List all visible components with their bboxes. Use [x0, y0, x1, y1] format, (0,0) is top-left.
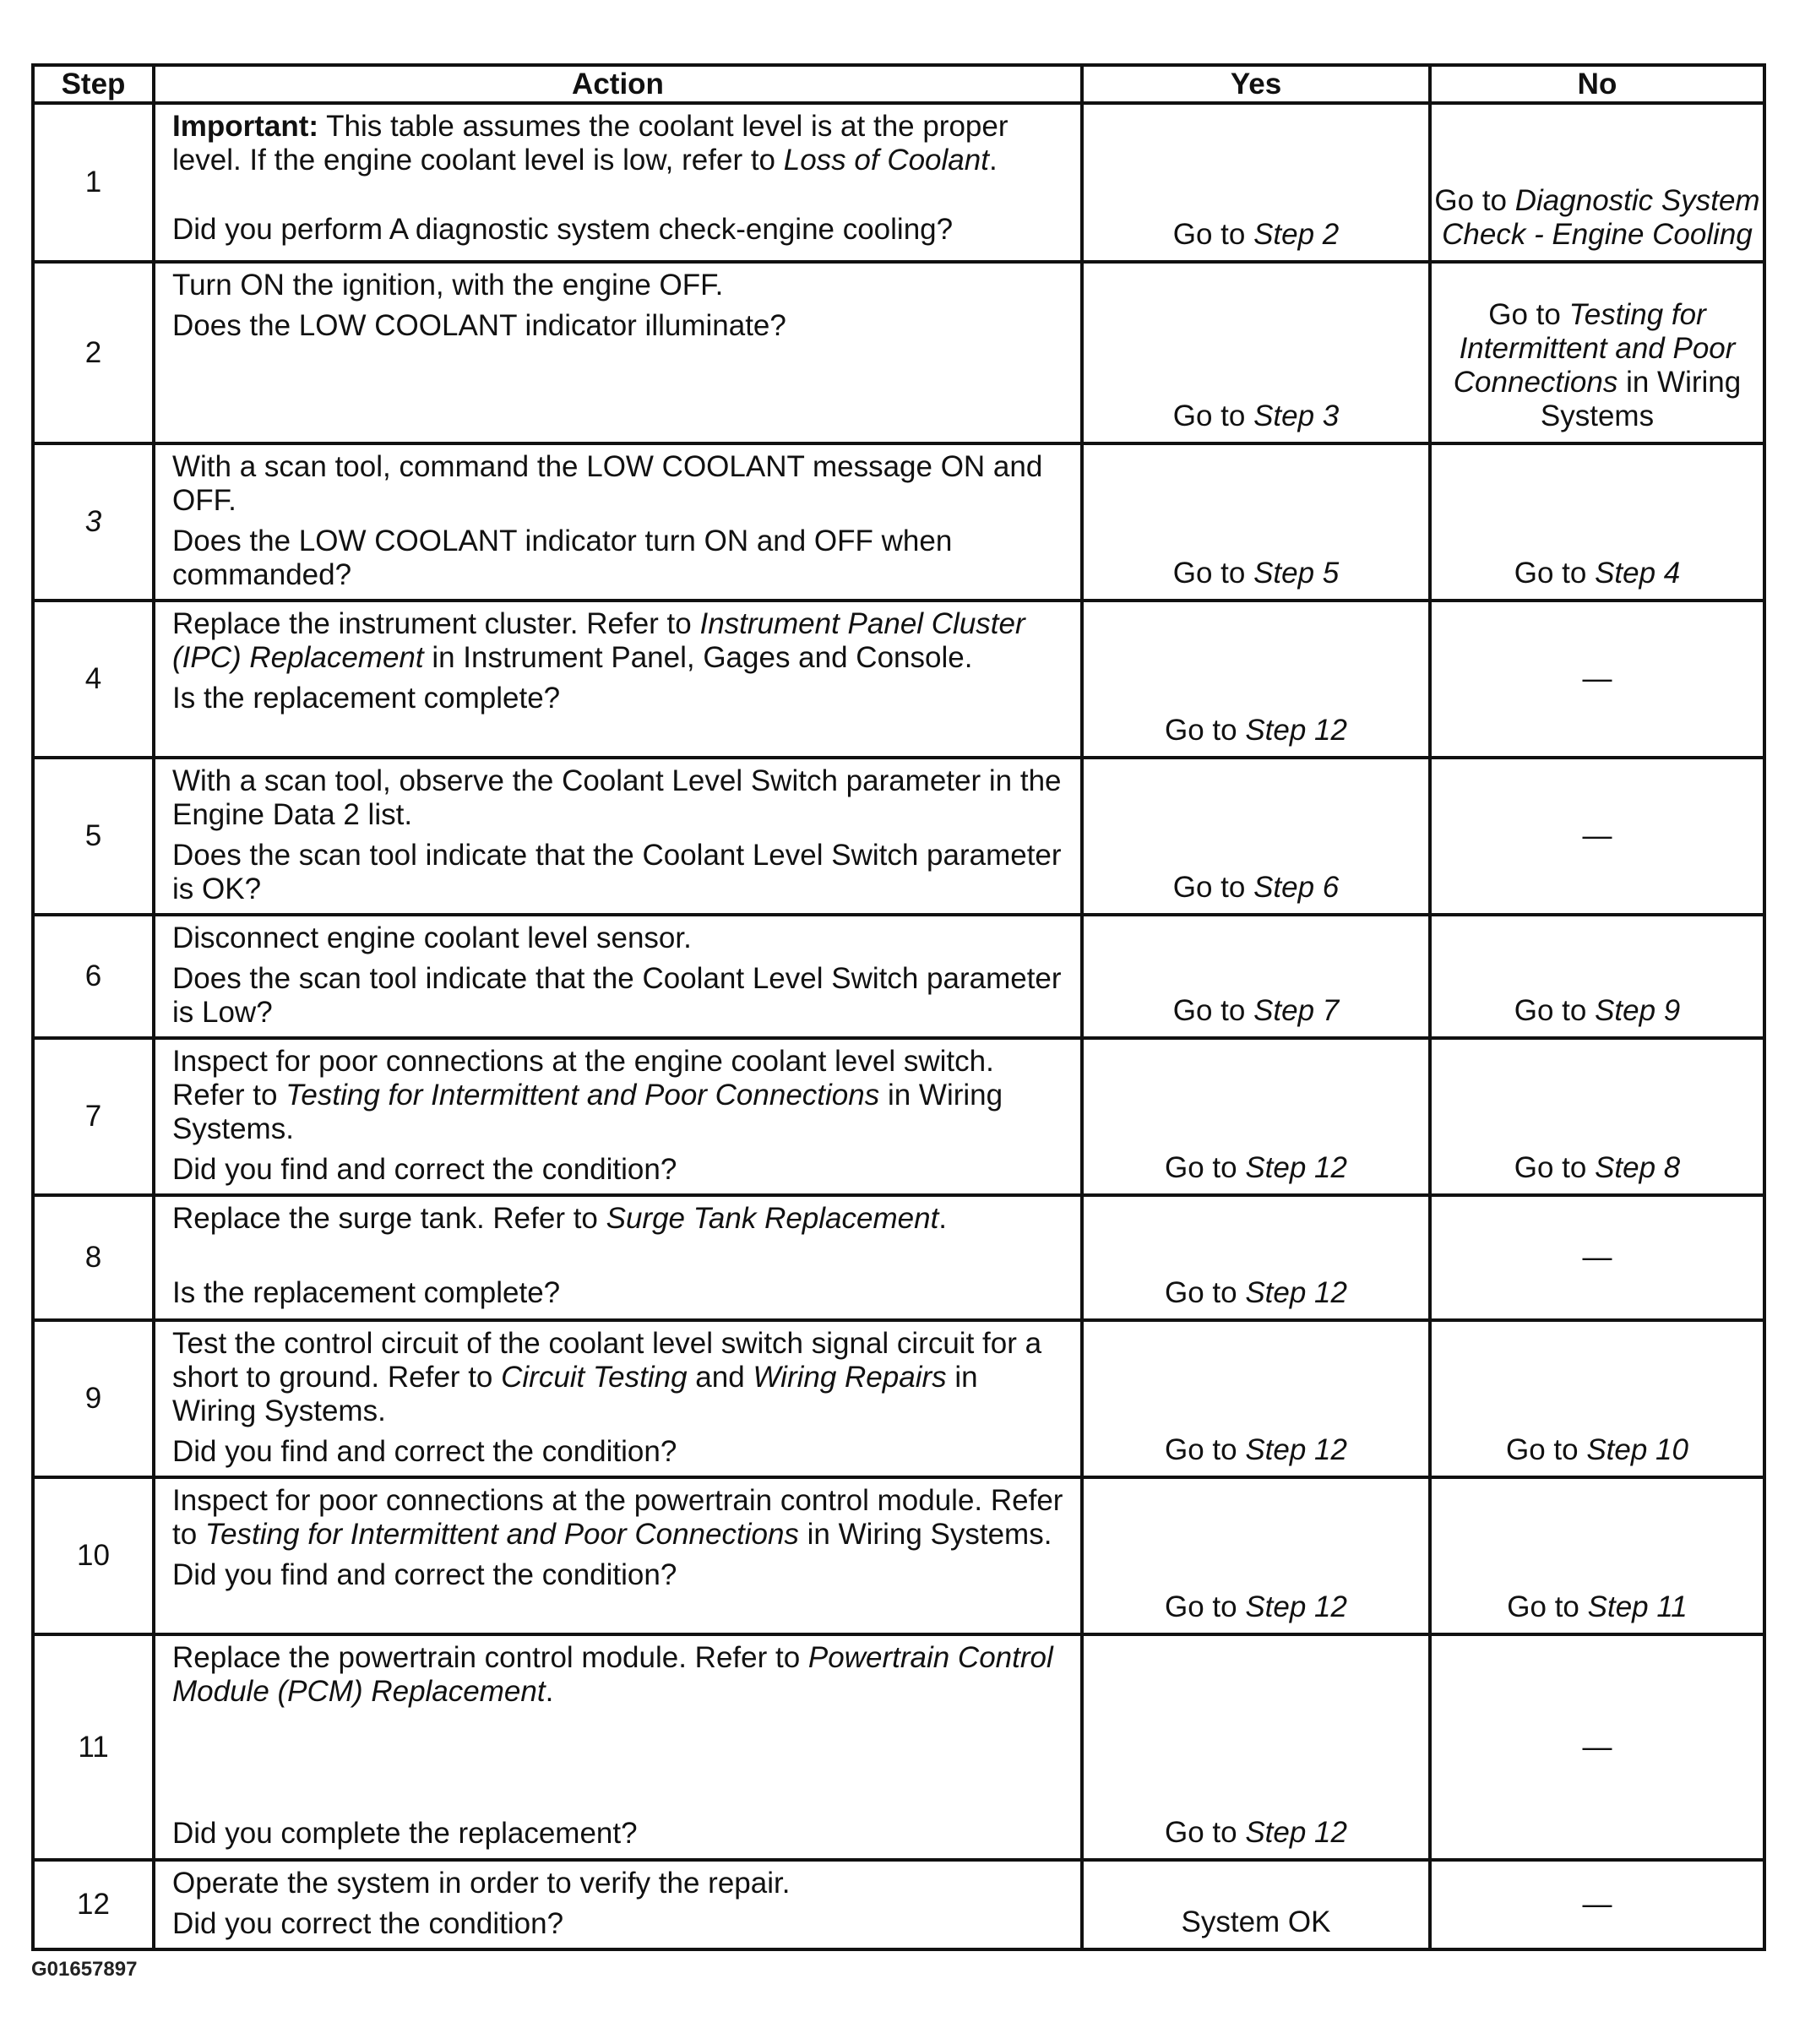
action-instruction: With a scan tool, observe the Coolant Level Switch parameter in the Engine Data 2 list.: [172, 764, 1062, 831]
action-instruction-end: in Wiring Systems.: [172, 1361, 978, 1427]
action-cell: [154, 1320, 1082, 1477]
step-number: 10: [33, 1477, 154, 1634]
yes-cell: [1082, 758, 1430, 915]
table-row: [33, 1634, 1764, 1860]
step-number: 8: [33, 1195, 154, 1320]
action-cell: [154, 1195, 1082, 1320]
action-instruction: Inspect for poor connections at the powertrain control module. Refer to: [172, 1484, 1063, 1551]
column-header-action: Action: [154, 65, 1082, 103]
action-question: Does the LOW COOLANT indicator turn ON and OFF when commanded?: [172, 525, 953, 591]
action-cell: [154, 915, 1082, 1038]
column-header-yes: Yes: [1082, 65, 1430, 103]
action-question: Does the scan tool indicate that the Coolant Level Switch parameter is Low?: [172, 962, 1062, 1029]
no-prefix: Go to: [1514, 994, 1596, 1027]
yes-step-link: Step 12: [1245, 1276, 1347, 1309]
yes-result: System OK: [1181, 1905, 1331, 1938]
yes-prefix: Go to: [1165, 1590, 1246, 1623]
table-row: [33, 1195, 1764, 1320]
reference-link: Surge Tank Replacement: [606, 1202, 939, 1235]
yes-prefix: Go to: [1165, 1433, 1246, 1466]
action-instruction-end: in Instrument Panel, Gages and Console.: [423, 641, 973, 674]
no-step-link: Step 10: [1586, 1433, 1688, 1466]
no-prefix: Go to: [1488, 298, 1569, 331]
action-question: Did you find and correct the condition?: [172, 1435, 677, 1468]
table-row: [33, 103, 1764, 262]
action-instruction-end: .: [938, 1202, 948, 1235]
table-row: [33, 443, 1764, 601]
yes-prefix: Go to: [1165, 1816, 1246, 1849]
yes-step-link: Step 2: [1253, 218, 1340, 251]
yes-step-link: Step 12: [1245, 1816, 1347, 1849]
action-instruction: Test the control circuit of the coolant level switch signal circuit for a short to ground. Refer to: [172, 1327, 1042, 1394]
no-dash: —: [1582, 1730, 1612, 1764]
no-cell: [1430, 443, 1764, 601]
action-cell: [154, 601, 1082, 758]
figure-id: G01657897: [31, 1958, 138, 1981]
no-prefix: Go to: [1514, 557, 1596, 590]
action-question: Does the LOW COOLANT indicator illuminate?: [172, 309, 786, 342]
no-dash: —: [1582, 1888, 1612, 1921]
no-step-link: Step 4: [1595, 557, 1681, 590]
step-number: 6: [33, 915, 154, 1038]
action-question: Did you perform A diagnostic system check-engine cooling?: [172, 213, 954, 246]
table-row: [33, 1038, 1764, 1195]
action-question: Did you find and correct the condition?: [172, 1153, 677, 1186]
action-cell: [154, 758, 1082, 915]
action-cell: [154, 1634, 1082, 1860]
important-label: Important:: [172, 110, 319, 143]
no-prefix: Go to: [1507, 1590, 1588, 1623]
yes-cell: [1082, 1477, 1430, 1634]
no-cell: [1430, 1320, 1764, 1477]
yes-step-link: Step 12: [1245, 1590, 1347, 1623]
action-instruction: With a scan tool, command the LOW COOLANT message ON and OFF.: [172, 450, 1043, 517]
action-cell: [154, 443, 1082, 601]
action-instruction-end: .: [545, 1675, 554, 1708]
yes-prefix: Go to: [1165, 1151, 1246, 1184]
action-instruction: Turn ON the ignition, with the engine OFF.: [172, 269, 724, 302]
no-step-link: Step 8: [1595, 1151, 1681, 1184]
no-cell: [1430, 1860, 1764, 1949]
no-cell: [1430, 103, 1764, 262]
action-cell: [154, 1477, 1082, 1634]
reference-link: Circuit Testing: [501, 1361, 688, 1394]
no-prefix: Go to: [1506, 1433, 1587, 1466]
column-header-no: No: [1430, 65, 1764, 103]
yes-cell: [1082, 1860, 1430, 1949]
action-instruction: Replace the powertrain control module. Refer to: [172, 1641, 808, 1674]
no-dash: —: [1582, 1241, 1612, 1274]
yes-prefix: Go to: [1165, 714, 1246, 747]
step-number: 11: [33, 1634, 154, 1860]
reference-link: Instrument Panel Cluster (IPC) Replacement: [172, 607, 1025, 674]
action-instruction-end: in Wiring Systems.: [798, 1518, 1052, 1551]
column-header-step: Step: [33, 65, 154, 103]
action-instruction-end: in Wiring Systems.: [172, 1079, 1003, 1145]
yes-prefix: Go to: [1172, 557, 1254, 590]
action-cell: [154, 103, 1082, 262]
action-instruction: Disconnect engine coolant level sensor.: [172, 921, 692, 954]
yes-step-link: Step 3: [1253, 400, 1340, 432]
no-step-link: Testing for Intermittent and Poor Connections: [1453, 298, 1736, 399]
action-question: Is the replacement complete?: [172, 682, 561, 715]
action-instruction-mid: and: [687, 1361, 753, 1394]
no-cell: [1430, 262, 1764, 443]
no-cell: [1430, 915, 1764, 1038]
reference-link: Loss of Coolant: [783, 144, 989, 177]
yes-step-link: Step 12: [1245, 714, 1347, 747]
step-number: 4: [33, 601, 154, 758]
table-row: [33, 915, 1764, 1038]
reference-link: Wiring Repairs: [753, 1361, 947, 1394]
yes-step-link: Step 7: [1253, 994, 1340, 1027]
table-row: [33, 601, 1764, 758]
no-cell: [1430, 1634, 1764, 1860]
table-row: [33, 758, 1764, 915]
yes-prefix: Go to: [1172, 994, 1254, 1027]
yes-step-link: Step 12: [1245, 1151, 1347, 1184]
no-dash: —: [1582, 662, 1612, 695]
step-number: 1: [33, 103, 154, 262]
action-instruction: Replace the instrument cluster. Refer to: [172, 607, 700, 640]
no-cell: [1430, 601, 1764, 758]
no-cell: [1430, 1195, 1764, 1320]
action-question: Did you find and correct the condition?: [172, 1558, 677, 1591]
action-instruction: Operate the system in order to verify the repair.: [172, 1867, 791, 1900]
action-question: Does the scan tool indicate that the Coolant Level Switch parameter is OK?: [172, 839, 1062, 905]
no-cell: [1430, 1038, 1764, 1195]
important-end: .: [988, 144, 998, 177]
table-header-row: [33, 65, 1764, 103]
yes-cell: [1082, 601, 1430, 758]
important-text: This table assumes the coolant level is at the proper level. If the engine coolant level is low, refer to: [172, 110, 1008, 177]
table-row: [33, 1320, 1764, 1477]
table-row: [33, 262, 1764, 443]
action-question: Did you correct the condition?: [172, 1907, 564, 1940]
reference-link: Testing for Intermittent and Poor Connections: [204, 1518, 799, 1551]
yes-cell: [1082, 443, 1430, 601]
yes-cell: [1082, 1634, 1430, 1860]
action-cell: [154, 1038, 1082, 1195]
table-row: [33, 1860, 1764, 1949]
yes-cell: [1082, 915, 1430, 1038]
yes-step-link: Step 6: [1253, 871, 1340, 904]
reference-link: Testing for Intermittent and Poor Connections: [285, 1079, 880, 1112]
no-prefix: Go to: [1434, 184, 1515, 217]
diagnostic-table: [31, 63, 1766, 1951]
no-step-link: Diagnostic System Check - Engine Cooling: [1442, 184, 1760, 251]
table-row: [33, 1477, 1764, 1634]
no-suffix: in Wiring Systems: [1540, 366, 1742, 432]
yes-cell: [1082, 1038, 1430, 1195]
yes-cell: [1082, 262, 1430, 443]
yes-step-link: Step 5: [1253, 557, 1340, 590]
no-cell: [1430, 1477, 1764, 1634]
step-number: 2: [33, 262, 154, 443]
no-dash: —: [1582, 819, 1612, 852]
step-number: 12: [33, 1860, 154, 1949]
yes-cell: [1082, 1195, 1430, 1320]
diagnostic-document: [31, 63, 1763, 1951]
reference-link: Powertrain Control Module (PCM) Replacement: [172, 1641, 1053, 1708]
no-step-link: Step 11: [1587, 1590, 1688, 1623]
step-number: 7: [33, 1038, 154, 1195]
no-prefix: Go to: [1514, 1151, 1596, 1184]
step-number: 5: [33, 758, 154, 915]
step-number: 3: [33, 443, 154, 601]
action-cell: [154, 262, 1082, 443]
yes-prefix: Go to: [1172, 871, 1254, 904]
yes-cell: [1082, 103, 1430, 262]
action-question: Is the replacement complete?: [172, 1276, 561, 1309]
step-number: 9: [33, 1320, 154, 1477]
action-instruction: Replace the surge tank. Refer to: [172, 1202, 606, 1235]
action-instruction: Inspect for poor connections at the engine coolant level switch. Refer to: [172, 1045, 994, 1112]
yes-prefix: Go to: [1165, 1276, 1246, 1309]
no-cell: [1430, 758, 1764, 915]
yes-prefix: Go to: [1172, 400, 1254, 432]
no-step-link: Step 9: [1595, 994, 1681, 1027]
yes-step-link: Step 12: [1245, 1433, 1347, 1466]
yes-cell: [1082, 1320, 1430, 1477]
action-cell: [154, 1860, 1082, 1949]
yes-prefix: Go to: [1172, 218, 1254, 251]
action-question: Did you complete the replacement?: [172, 1817, 638, 1850]
